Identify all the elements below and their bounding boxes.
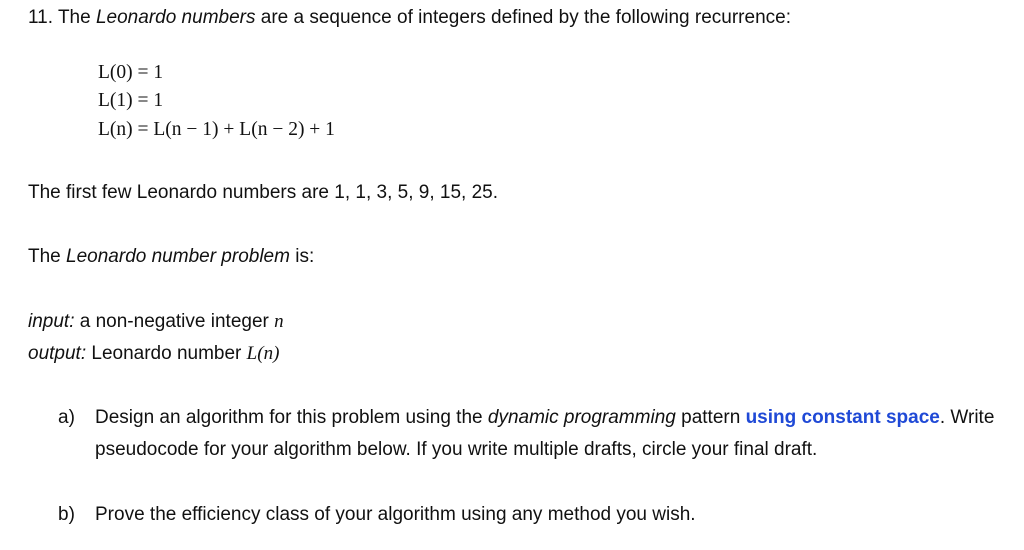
recurrence-base-0: L(0) = 1: [98, 62, 164, 83]
input-line: input: a non-negative integer n: [28, 311, 284, 332]
output-line: output: Leonardo number L(n): [28, 343, 280, 364]
question-intro: 11. The Leonardo numbers are a sequence of integers defined by the following recurrence:: [28, 7, 791, 28]
part-b-text: Prove the efficiency class of your algorithm using any method you wish.: [95, 504, 696, 525]
leonardo-numbers-term: Leonardo numbers: [95, 7, 256, 28]
recurrence-base-1: L(1) = 1: [98, 90, 164, 111]
dynamic-programming-term: dynamic programming: [487, 407, 676, 428]
question-number: 11.: [28, 7, 54, 28]
output-math: L(n): [246, 343, 280, 364]
part-b-marker: b): [58, 504, 75, 525]
first-few-numbers: The first few Leonardo numbers are 1, 1, 3, 5, 9, 15, 25.: [28, 182, 498, 203]
part-a-marker: a): [58, 407, 75, 428]
constant-space-highlight: using constant space: [745, 407, 940, 428]
part-a-text: Design an algorithm for this problem using the dynamic programming pattern using constant space. Write pseudocode for your algorithm below. If you write multiple drafts, circle your final draft.: [95, 407, 995, 460]
input-label: input:: [28, 311, 75, 332]
output-label: output:: [28, 343, 87, 364]
input-math: n: [274, 311, 284, 332]
problem-statement: The Leonardo number problem is:: [28, 246, 315, 267]
recurrence-rule: L(n) = L(n − 1) + L(n − 2) + 1: [98, 119, 335, 140]
problem-term: Leonardo number problem: [66, 246, 290, 267]
